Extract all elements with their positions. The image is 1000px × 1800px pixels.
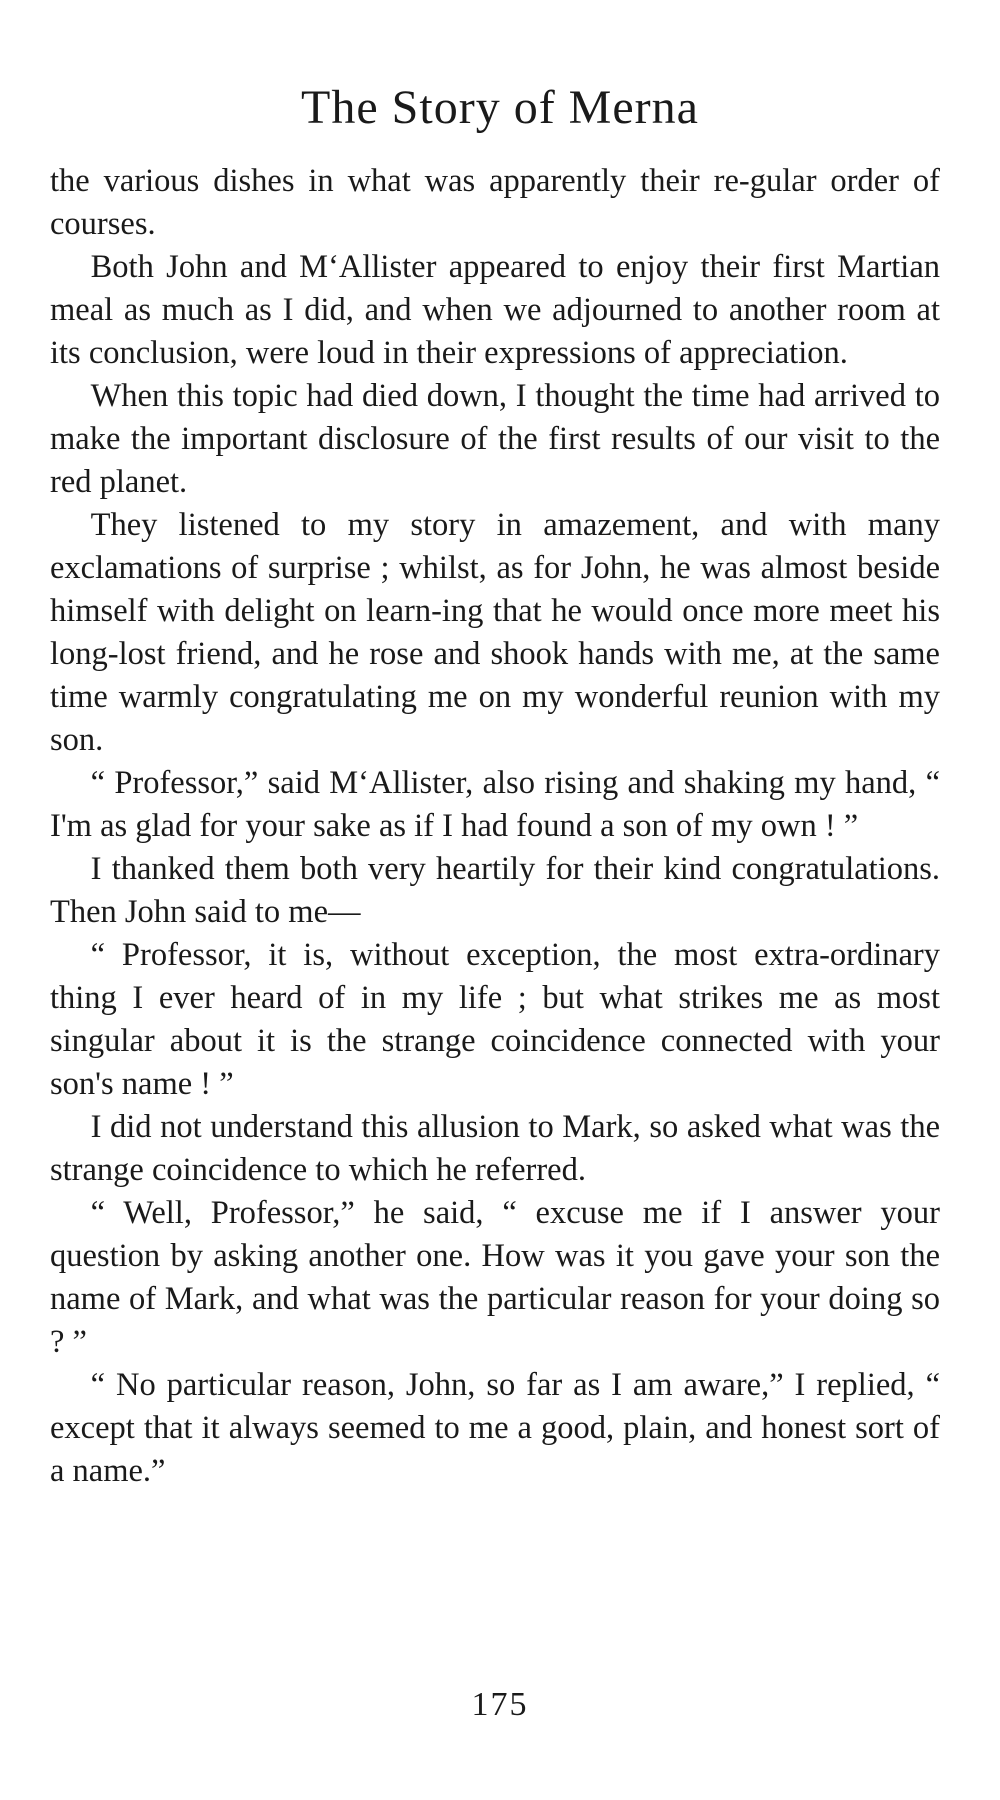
body-text (50, 160, 940, 1493)
paragraph: the various dishes in what was apparently their re-gular order of courses. (50, 163, 940, 242)
paragraph: I thanked them both very heartily for their kind congratulations. Then John said to me— (50, 851, 940, 930)
running-head: The Story of Merna (301, 81, 699, 134)
paragraph: When this topic had died down, I thought the time had arrived to make the important disclosure of the first results of our visit to the red planet. (50, 378, 940, 500)
paragraph: “ Well, Professor,” he said, “ excuse me if I answer your question by asking another one. How was it you gave your son the name of Mark, and what was the particular reason for your doing so ? ” (50, 1195, 940, 1360)
paragraph: “ Professor, it is, without exception, the most extra-ordinary thing I ever heard of in my life ; but what strikes me as most singular about it is the strange coincidence connected with your son's name ! ” (50, 937, 940, 1102)
paragraph: Both John and M‘Allister appeared to enjoy their first Martian meal as much as I did, and when we adjourned to another room at its conclusion, were loud in their expressions of appreciation. (50, 249, 940, 371)
paragraph: “ No particular reason, John, so far as I am aware,” I replied, “ except that it always seemed to me a good, plain, and honest sort of a name.” (50, 1367, 940, 1489)
paragraph: “ Professor,” said M‘Allister, also rising and shaking my hand, “ I'm as glad for your sake as if I had found a son of my own ! ” (50, 765, 940, 844)
paragraph: I did not understand this allusion to Mark, so asked what was the strange coincidence to which he referred. (50, 1109, 940, 1188)
page-number: 175 (471, 1686, 529, 1723)
paragraph: They listened to my story in amazement, and with many exclamations of surprise ; whilst, as for John, he was almost beside himself with delight on learn-ing that he would once more meet his long-lost friend, and he rose and shook hands with me, at the same time warmly congratulating me on my wonderful reunion with my son. (50, 507, 940, 758)
